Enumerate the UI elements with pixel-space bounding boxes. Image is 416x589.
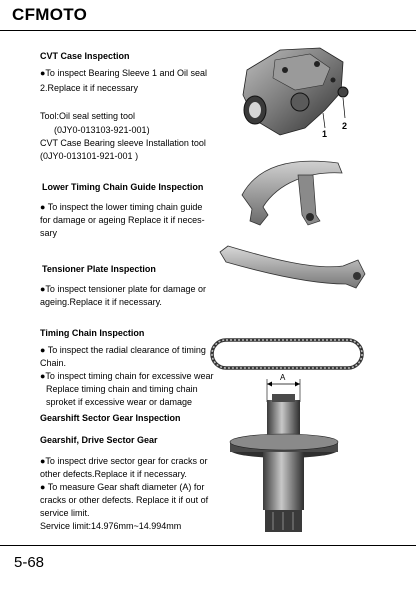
header-rule bbox=[0, 30, 416, 31]
timing-chain-line-1: ● To inspect the radial clearance of timing bbox=[40, 345, 206, 355]
cvt-line-tool: Tool:Oil seal setting tool bbox=[40, 111, 136, 121]
cvt-line-tool-pn2: (0JY0-013101-921-001 ) bbox=[40, 151, 139, 161]
callout-1: 1 bbox=[322, 129, 328, 139]
section-title-lower-guide: Lower Timing Chain Guide Inspection bbox=[42, 182, 204, 192]
timing-chain-line-2: Chain. bbox=[40, 358, 67, 368]
lower-guide-figure bbox=[238, 155, 348, 235]
cvt-line-2: 2.Replace it if necessary bbox=[40, 83, 139, 93]
footer-rule bbox=[0, 545, 416, 546]
section-title-tensioner: Tensioner Plate Inspection bbox=[42, 264, 156, 274]
drive-sector-line-5: service limit. bbox=[40, 508, 90, 518]
lower-guide-line-3: sary bbox=[40, 228, 58, 238]
timing-chain-figure bbox=[208, 335, 366, 373]
tensioner-plate-figure bbox=[218, 240, 368, 300]
section-title-timing-chain: Timing Chain Inspection bbox=[40, 328, 145, 338]
gear-shaft-figure bbox=[228, 372, 340, 540]
dimension-a-label: A bbox=[280, 373, 286, 382]
lower-guide-line-2: for damage or ageing Replace it if neces- bbox=[40, 215, 205, 225]
tensioner-line-2: ageing.Replace it if necessary. bbox=[40, 297, 162, 307]
drive-sector-line-2: other defects.Replace it if necessary. bbox=[40, 469, 187, 479]
timing-chain-line-4: Replace timing chain and timing chain bbox=[46, 384, 198, 394]
section-title-gearshift: Gearshift Sector Gear Inspection bbox=[40, 413, 181, 423]
page-number: 5-68 bbox=[14, 554, 45, 571]
drive-sector-line-6: Service limit:14.976mm~14.994mm bbox=[40, 521, 182, 531]
cvt-line-tool2: CVT Case Bearing sleeve Installation tool bbox=[40, 138, 206, 148]
brand-title: CFMOTO bbox=[12, 5, 88, 24]
section-title-drive-sector: Gearshif, Drive Sector Gear bbox=[40, 435, 158, 445]
callout-2: 2 bbox=[342, 121, 348, 131]
drive-sector-line-3: ● To measure Gear shaft diameter (A) for bbox=[40, 482, 205, 492]
cvt-case-figure bbox=[225, 40, 365, 140]
drive-sector-line-4: cracks or other defects. Replace it if out of bbox=[40, 495, 209, 505]
timing-chain-line-3: ●To inspect timing chain for excessive wear bbox=[40, 371, 214, 381]
timing-chain-line-5: sproket if excessive wear or damage bbox=[46, 397, 193, 407]
cvt-line-1: ●To inspect Bearing Sleeve 1 and Oil seal bbox=[40, 68, 208, 78]
cvt-line-tool-pn1: (0JY0-013103-921-001) bbox=[54, 125, 150, 135]
section-title-cvt: CVT Case Inspection bbox=[40, 51, 130, 61]
lower-guide-line-1: ● To inspect the lower timing chain guide bbox=[40, 202, 203, 212]
tensioner-line-1: ●To inspect tensioner plate for damage or bbox=[40, 284, 207, 294]
drive-sector-line-1: ●To inspect drive sector gear for cracks or bbox=[40, 456, 208, 466]
